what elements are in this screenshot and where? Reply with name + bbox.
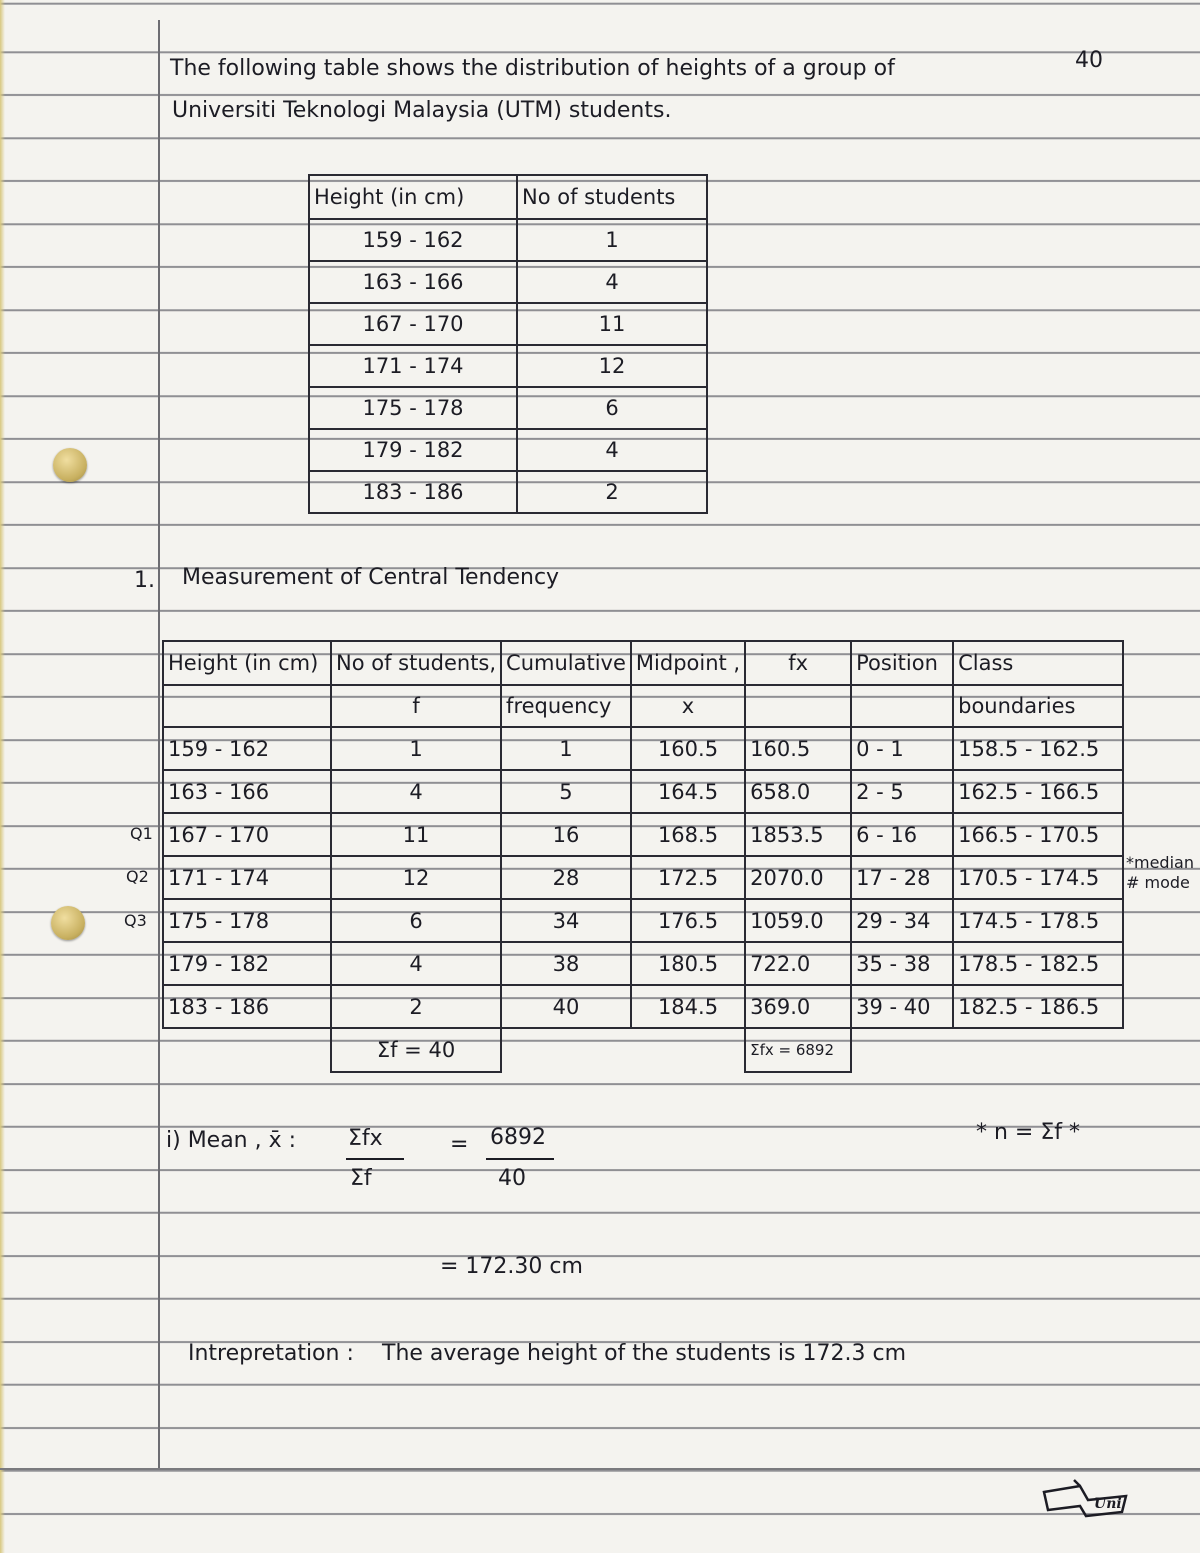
- height-cell: 175 - 178: [163, 899, 331, 942]
- height-cell: 167 - 170: [163, 813, 331, 856]
- f-cell: 4: [331, 942, 501, 985]
- header-fx-sub: [745, 685, 851, 727]
- table-row: [163, 813, 1123, 856]
- fx-cell: 1059.0: [745, 899, 851, 942]
- header-students: No of students,: [331, 641, 501, 685]
- table-row: [309, 387, 707, 429]
- header-boundaries: boundaries: [953, 685, 1123, 727]
- cf-cell: 28: [501, 856, 631, 899]
- fx-cell: 160.5: [745, 727, 851, 770]
- midpoint-cell: 184.5: [631, 985, 745, 1028]
- boundary-cell: 182.5 - 186.5: [953, 985, 1123, 1028]
- table-row: [309, 303, 707, 345]
- header-students: No of students: [517, 175, 707, 219]
- header-midpoint: Midpoint ,: [631, 641, 745, 685]
- binder-hole: [51, 906, 85, 940]
- position-cell: 35 - 38: [851, 942, 953, 985]
- header-height-sub: [163, 685, 331, 727]
- height-distribution-table: [308, 174, 708, 514]
- midpoint-cell: 160.5: [631, 727, 745, 770]
- boundary-cell: 170.5 - 174.5: [953, 856, 1123, 899]
- table-row: [309, 345, 707, 387]
- median-note: *median: [1126, 853, 1194, 872]
- margin-line: [158, 20, 160, 1468]
- table-row: [163, 899, 1123, 942]
- height-cell: 179 - 182: [163, 942, 331, 985]
- cf-cell: 38: [501, 942, 631, 985]
- n-equals-sum-note: * n = Σf *: [976, 1120, 1080, 1145]
- height-cell: 183 - 186: [163, 985, 331, 1028]
- height-cell: 163 - 166: [163, 770, 331, 813]
- f-cell: 4: [331, 770, 501, 813]
- header-position-sub: [851, 685, 953, 727]
- boundary-cell: 166.5 - 170.5: [953, 813, 1123, 856]
- midpoint-cell: 172.5: [631, 856, 745, 899]
- fx-cell: 658.0: [745, 770, 851, 813]
- count-cell: 2: [517, 471, 707, 513]
- count-cell: 4: [517, 429, 707, 471]
- fx-cell: 1853.5: [745, 813, 851, 856]
- boundary-cell: 174.5 - 178.5: [953, 899, 1123, 942]
- table-row: [309, 471, 707, 513]
- header-fx: fx: [745, 641, 851, 685]
- height-cell: 175 - 178: [309, 387, 517, 429]
- height-cell: 163 - 166: [309, 261, 517, 303]
- boundary-cell: 158.5 - 162.5: [953, 727, 1123, 770]
- f-cell: 1: [331, 727, 501, 770]
- f-cell: 2: [331, 985, 501, 1028]
- sum-fx-cell: Σfx = 6892: [745, 1028, 851, 1072]
- empty-cell: [163, 1028, 331, 1072]
- header-position: Position: [851, 641, 953, 685]
- height-cell: 171 - 174: [163, 856, 331, 899]
- count-cell: 4: [517, 261, 707, 303]
- boundary-cell: 162.5 - 166.5: [953, 770, 1123, 813]
- count-cell: 12: [517, 345, 707, 387]
- bottom-rule: [0, 1468, 1200, 1470]
- intro-count: 40: [1075, 48, 1103, 73]
- cf-cell: 1: [501, 727, 631, 770]
- table-row: [309, 219, 707, 261]
- interpretation-label: Intrepretation :: [188, 1341, 354, 1366]
- empty-cell: [953, 1028, 1123, 1072]
- height-cell: 171 - 174: [309, 345, 517, 387]
- position-cell: 0 - 1: [851, 727, 953, 770]
- midpoint-cell: 164.5: [631, 770, 745, 813]
- boundary-cell: 178.5 - 182.5: [953, 942, 1123, 985]
- midpoint-cell: 180.5: [631, 942, 745, 985]
- cf-cell: 5: [501, 770, 631, 813]
- empty-cell: [501, 1028, 631, 1072]
- mean-formula-denominator: Σf: [350, 1166, 372, 1191]
- header-x: x: [631, 685, 745, 727]
- header-height: Height (in cm): [309, 175, 517, 219]
- equals-sign: =: [450, 1132, 469, 1157]
- height-cell: 167 - 170: [309, 303, 517, 345]
- position-cell: 6 - 16: [851, 813, 953, 856]
- intro-line-2: Universiti Teknologi Malaysia (UTM) students.: [172, 98, 672, 123]
- section-title: Measurement of Central Tendency: [182, 565, 560, 590]
- cf-cell: 16: [501, 813, 631, 856]
- empty-cell: [631, 1028, 745, 1072]
- empty-cell: [851, 1028, 953, 1072]
- height-cell: 183 - 186: [309, 471, 517, 513]
- mean-formula-numerator: Σfx: [348, 1126, 383, 1151]
- header-cumulative: Cumulative: [501, 641, 631, 685]
- binder-hole: [53, 448, 87, 482]
- table-row: [309, 261, 707, 303]
- table-header-row: [163, 641, 1123, 685]
- header-height: Height (in cm): [163, 641, 331, 685]
- mean-result: = 172.30 cm: [440, 1254, 583, 1279]
- fraction-bar: [486, 1158, 554, 1160]
- position-cell: 17 - 28: [851, 856, 953, 899]
- table-header-row: [309, 175, 707, 219]
- table-row: [163, 985, 1123, 1028]
- f-cell: 11: [331, 813, 501, 856]
- table-row: [163, 856, 1123, 899]
- fx-cell: 2070.0: [745, 856, 851, 899]
- table-sum-row: [163, 1028, 1123, 1072]
- mode-note: # mode: [1126, 873, 1190, 892]
- position-cell: 29 - 34: [851, 899, 953, 942]
- mean-denominator-value: 40: [498, 1166, 526, 1191]
- height-cell: 179 - 182: [309, 429, 517, 471]
- header-frequency: frequency: [501, 685, 631, 727]
- height-cell: 159 - 162: [309, 219, 517, 261]
- table-row: [309, 429, 707, 471]
- f-cell: 12: [331, 856, 501, 899]
- logo-text: Uni: [1094, 1496, 1122, 1512]
- cf-cell: 40: [501, 985, 631, 1028]
- sum-f-cell: Σf = 40: [331, 1028, 501, 1072]
- brand-logo: [1040, 1478, 1130, 1526]
- table-row: [163, 942, 1123, 985]
- table-row: [163, 727, 1123, 770]
- count-cell: 6: [517, 387, 707, 429]
- intro-line-1: The following table shows the distribution of heights of a group of: [170, 56, 895, 81]
- quartile-label-q2: Q2: [126, 867, 149, 886]
- header-class: Class: [953, 641, 1123, 685]
- interpretation-text: The average height of the students is 172.3 cm: [382, 1341, 907, 1366]
- position-cell: 2 - 5: [851, 770, 953, 813]
- quartile-label-q1: Q1: [130, 824, 153, 843]
- frequency-analysis-table: [162, 640, 1124, 1073]
- position-cell: 39 - 40: [851, 985, 953, 1028]
- header-f: f: [331, 685, 501, 727]
- count-cell: 1: [517, 219, 707, 261]
- quartile-label-q3: Q3: [124, 911, 147, 930]
- count-cell: 11: [517, 303, 707, 345]
- fx-cell: 722.0: [745, 942, 851, 985]
- table-row: [163, 770, 1123, 813]
- midpoint-cell: 168.5: [631, 813, 745, 856]
- height-cell: 159 - 162: [163, 727, 331, 770]
- cf-cell: 34: [501, 899, 631, 942]
- mean-numerator-value: 6892: [490, 1125, 546, 1150]
- fx-cell: 369.0: [745, 985, 851, 1028]
- midpoint-cell: 176.5: [631, 899, 745, 942]
- fraction-bar: [346, 1158, 404, 1160]
- f-cell: 6: [331, 899, 501, 942]
- table-header-row: [163, 685, 1123, 727]
- section-number: 1.: [134, 568, 155, 593]
- page-edge: [0, 0, 5, 1553]
- mean-label: i) Mean , x̄ :: [166, 1128, 297, 1153]
